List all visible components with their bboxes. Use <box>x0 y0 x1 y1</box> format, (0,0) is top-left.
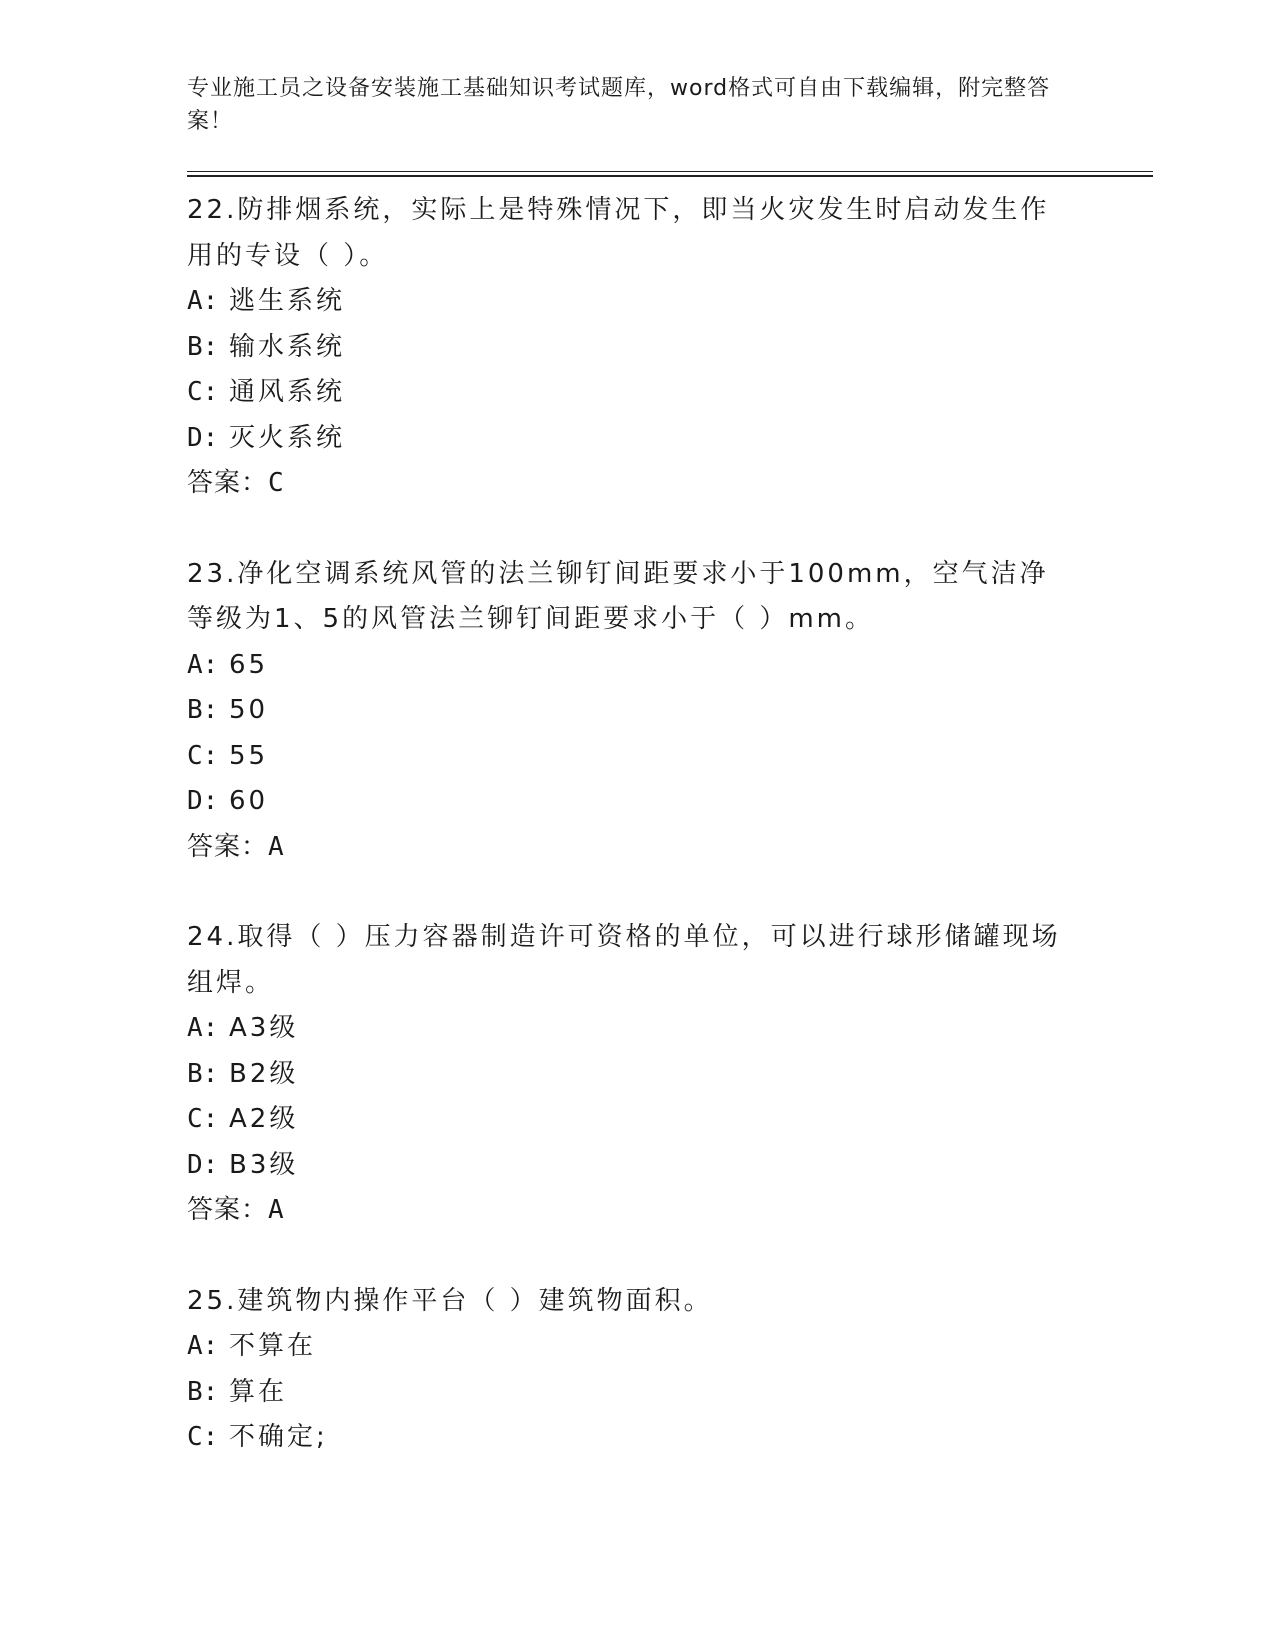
option-letter: C: <box>187 377 219 407</box>
option-a <box>187 1324 1087 1370</box>
question-24 <box>187 915 1087 1234</box>
header-divider-bottom <box>187 175 1153 177</box>
option-letter: B: <box>187 1058 219 1089</box>
option-text: 60 <box>229 786 269 816</box>
option-letter: B: <box>187 695 219 725</box>
option-d <box>187 416 1087 462</box>
header-divider-top <box>187 171 1153 172</box>
option-b <box>187 688 1087 734</box>
option-text: 灭火系统 <box>229 422 346 453</box>
question-text: 22.防排烟系统，实际上是特殊情况下，即当火灾发生时启动发生作用的专设（ ）。 <box>187 195 1050 271</box>
option-letter: A: <box>187 286 219 316</box>
option-text: 逃生系统 <box>229 286 346 316</box>
option-letter: D: <box>187 786 219 816</box>
question-text: 24.取得（ ）压力容器制造许可资格的单位，可以进行球形储罐现场组焊。 <box>187 922 1061 998</box>
option-letter: A: <box>187 649 219 680</box>
question-22 <box>187 188 1087 507</box>
option-text: 65 <box>229 649 269 680</box>
option-text: 算在 <box>229 1376 288 1407</box>
question-text: 25.建筑物内操作平台（ ）建筑物面积。 <box>187 1285 713 1316</box>
option-text: 不算在 <box>229 1331 317 1361</box>
answer-label: 答案： <box>187 831 269 862</box>
answer-value: C <box>268 468 285 498</box>
option-d <box>187 779 1087 825</box>
option-b <box>187 325 1087 371</box>
option-c <box>187 370 1087 416</box>
option-letter: A: <box>187 1013 219 1043</box>
option-letter: C: <box>187 740 219 771</box>
answer-line <box>187 461 1087 507</box>
option-b <box>187 1052 1087 1098</box>
option-text: 通风系统 <box>229 377 346 407</box>
option-a <box>187 643 1087 689</box>
option-letter: C: <box>187 1104 219 1134</box>
option-b <box>187 1370 1087 1416</box>
option-letter: D: <box>187 422 219 453</box>
option-c <box>187 1097 1087 1143</box>
option-text: 55 <box>229 740 269 771</box>
option-a <box>187 1006 1087 1052</box>
answer-value: A <box>268 1195 285 1225</box>
document-header: 专业施工员之设备安装施工基础知识考试题库，word格式可自由下载编辑，附完整答案！ <box>187 76 1051 134</box>
question-25 <box>187 1279 1087 1461</box>
answer-label: 答案： <box>187 468 269 498</box>
option-text: A2级 <box>229 1104 299 1134</box>
option-letter: A: <box>187 1331 219 1361</box>
option-text: B2级 <box>229 1058 299 1089</box>
answer-label: 答案： <box>187 1195 269 1225</box>
question-list <box>187 188 1087 1506</box>
option-letter: D: <box>187 1149 219 1180</box>
option-c <box>187 1415 1087 1461</box>
question-23 <box>187 552 1087 871</box>
option-a <box>187 279 1087 325</box>
option-text: 50 <box>229 695 269 725</box>
answer-line <box>187 825 1087 871</box>
answer-line <box>187 1188 1087 1234</box>
option-letter: C: <box>187 1422 219 1452</box>
option-letter: B: <box>187 331 219 362</box>
option-letter: B: <box>187 1376 219 1407</box>
option-text: B3级 <box>229 1149 299 1180</box>
question-text: 23.净化空调系统风管的法兰铆钉间距要求小于100mm，空气洁净等级为1、5的风管法兰铆钉间距要求小于（ ）mm。 <box>187 558 1049 634</box>
option-text: A3级 <box>229 1013 299 1043</box>
answer-value: A <box>268 831 285 862</box>
option-text: 输水系统 <box>229 331 346 362</box>
option-d <box>187 1143 1087 1189</box>
option-c <box>187 734 1087 780</box>
option-text: 不确定; <box>229 1422 328 1452</box>
